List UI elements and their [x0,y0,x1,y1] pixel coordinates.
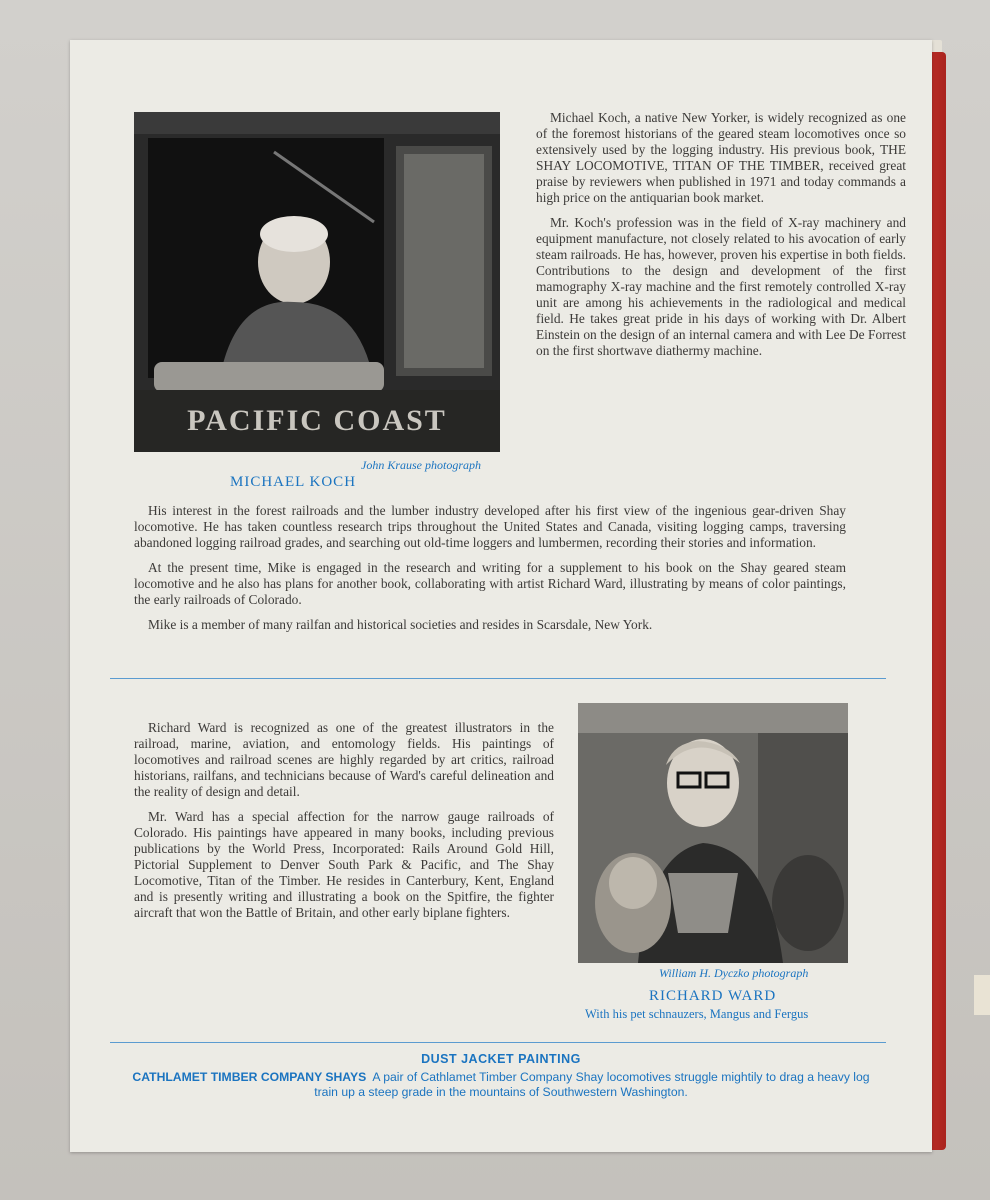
michael-koch-photo [134,112,500,452]
richard-ward-photo [578,703,848,963]
dust-jacket-back [70,40,932,1152]
koch-bio-paragraph: Mike is a member of many railfan and historical societies and resides in Scarsdale, New York. [148,617,653,632]
pacific-coast-sign: PACIFIC COAST [187,404,447,437]
ward-caption-dogs: With his pet schnauzers, Mangus and Fergus [585,1007,809,1021]
koch-photo-credit: John Krause photograph [361,458,481,472]
section-divider [110,1042,886,1043]
ward-photo-credit: William H. Dyczko photograph [659,966,809,980]
koch-bio-paragraph: His interest in the forest railroads and the lumber industry developed after his first view of the ingenious gear-driven Shay locomotive. He has taken countless research trips throughout the United States and Canada, visiting logging camps, traversing abandoned logging railroad grades, and searching out old-time loggers and lumbermen, recording their stories and information. [134,503,846,550]
dust-jacket-description [120,1070,882,1100]
koch-bio-side [536,110,906,368]
ward-name-caption: RICHARD WARD [649,988,777,1004]
koch-name-caption: MICHAEL KOCH [230,474,357,490]
section-divider [110,678,886,679]
koch-bio-paragraph: Mr. Koch's profession was in the field of X-ray machinery and equipment manufacture, not closely related to his avocation of early steam railroads. He has, however, proven his expertise in both fields. Contributions to the design and development of the first mamography X-ray machine and the first remotely controlled X-ray unit are among his achievements in the radiological and medical field. He takes great pride in his days of working with Dr. Albert Einstein on the design of an internal camera and with Lee De Forrest on the first shortwave diathermy machine. [536,215,906,358]
dust-jacket-heading: DUST JACKET PAINTING [421,1052,581,1066]
ward-bio-paragraph: Mr. Ward has a special affection for the narrow gauge railroads of Colorado. His paintings have appeared in many books, including previous publications by the World Press, Incorporated: Rails Around Gold Hill, Pictorial Supplement to Denver South Park & Pacific, and The Shay Locomotive, Titan of the Timber. He resides in Canterbury, Kent, England and is presently writing and illustrating a book on the Spitfire, the fighter aircraft that won the Battle of Britain, and other early biplane fighters. [134,809,554,920]
painting-title: CATHLAMET TIMBER COMPANY SHAYS [132,1070,367,1084]
painting-description: A pair of Cathlamet Timber Company Shay locomotives struggle mightily to drag a heavy log train up a steep grade in the mountains of Southwestern Washington. [314,1070,870,1099]
spine-letter-fragment [974,975,990,1015]
koch-bio-wide [134,503,846,642]
koch-bio-paragraph: At the present time, Mike is engaged in the research and writing for a supplement to his book on the Shay geared steam locomotive and he also has plans for another book, collaborating with artist Richard Ward, illustrating by means of color paintings, the early railroads of Colorado. [134,560,846,607]
ward-bio-paragraph: Richard Ward is recognized as one of the greatest illustrators in the railroad, marine, aviation, and entomology fields. His paintings of locomotives and railroad scenes are highly regarded by art critics, railroad historians, railfans, and technicians because of Ward's careful delineation and the reality of design and detail. [134,720,554,799]
ward-bio [134,720,554,930]
koch-bio-paragraph: Michael Koch, a native New Yorker, is widely recognized as one of the foremost historians of the geared steam locomotives once so extensively used by the logging industry. His previous book, THE SHAY LOCOMOTIVE, TITAN OF THE TIMBER, received great praise by reviewers when published in 1971 and today commands a high price on the antiquarian book market. [536,110,906,205]
